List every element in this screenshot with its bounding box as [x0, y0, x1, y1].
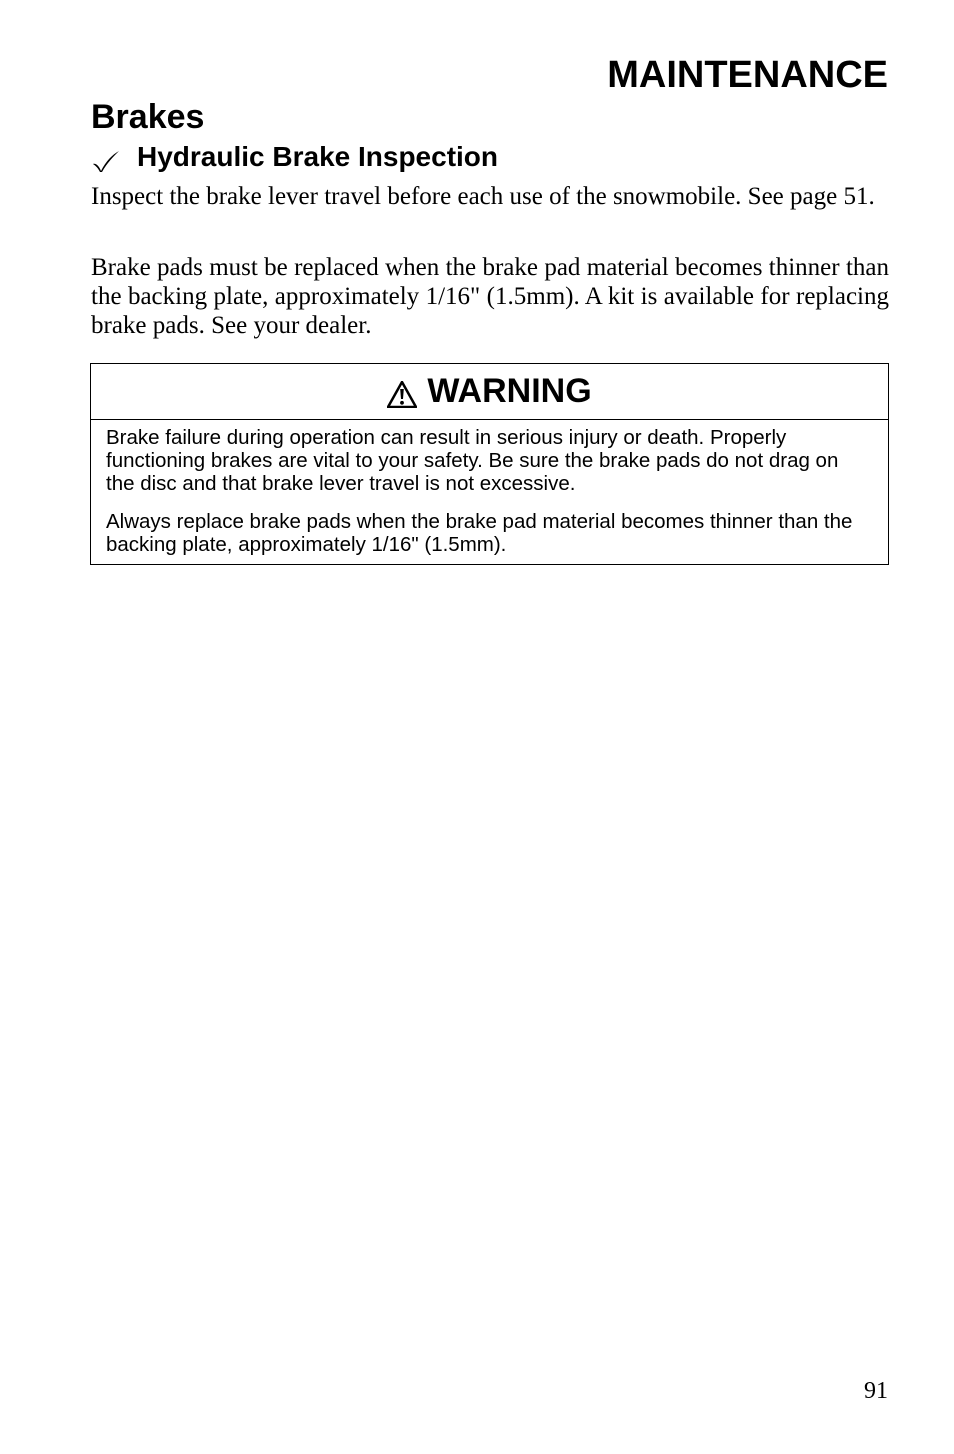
subheading-text: Hydraulic Brake Inspection: [137, 141, 499, 172]
warning-header: [91, 364, 888, 420]
checkmark-icon: [91, 145, 121, 169]
warning-triangle-icon: [387, 378, 417, 405]
warning-paragraph-replace-pads: Always replace brake pads when the brake pad material becomes thinner than the backing plate, approximately 1/16" (1.5mm).: [106, 510, 853, 556]
warning-body: [91, 420, 888, 556]
paragraph-lever-travel: Inspect the brake lever travel before each use of the snowmobile. See page 51.: [91, 183, 875, 210]
chapter-title: MAINTENANCE: [607, 54, 888, 96]
warning-paragraph-brake-failure: Brake failure during operation can result in serious injury or death. Properly functioning brakes are vital to your safety. Be sure the brake pads do not drag on the disc and that brake lever travel is not excessive.: [106, 426, 839, 495]
warning-box: [90, 363, 889, 565]
page-number: 91: [864, 1378, 888, 1404]
warning-title: WARNING: [427, 372, 592, 410]
paragraph-brake-pads: Brake pads must be replaced when the brake pad material becomes thinner than the backing plate, approximately 1/16" (1.5mm). A kit is available for replacing brake pads. See your dealer.: [91, 254, 889, 339]
section-title: Brakes: [91, 98, 205, 136]
subheading: [91, 138, 498, 176]
